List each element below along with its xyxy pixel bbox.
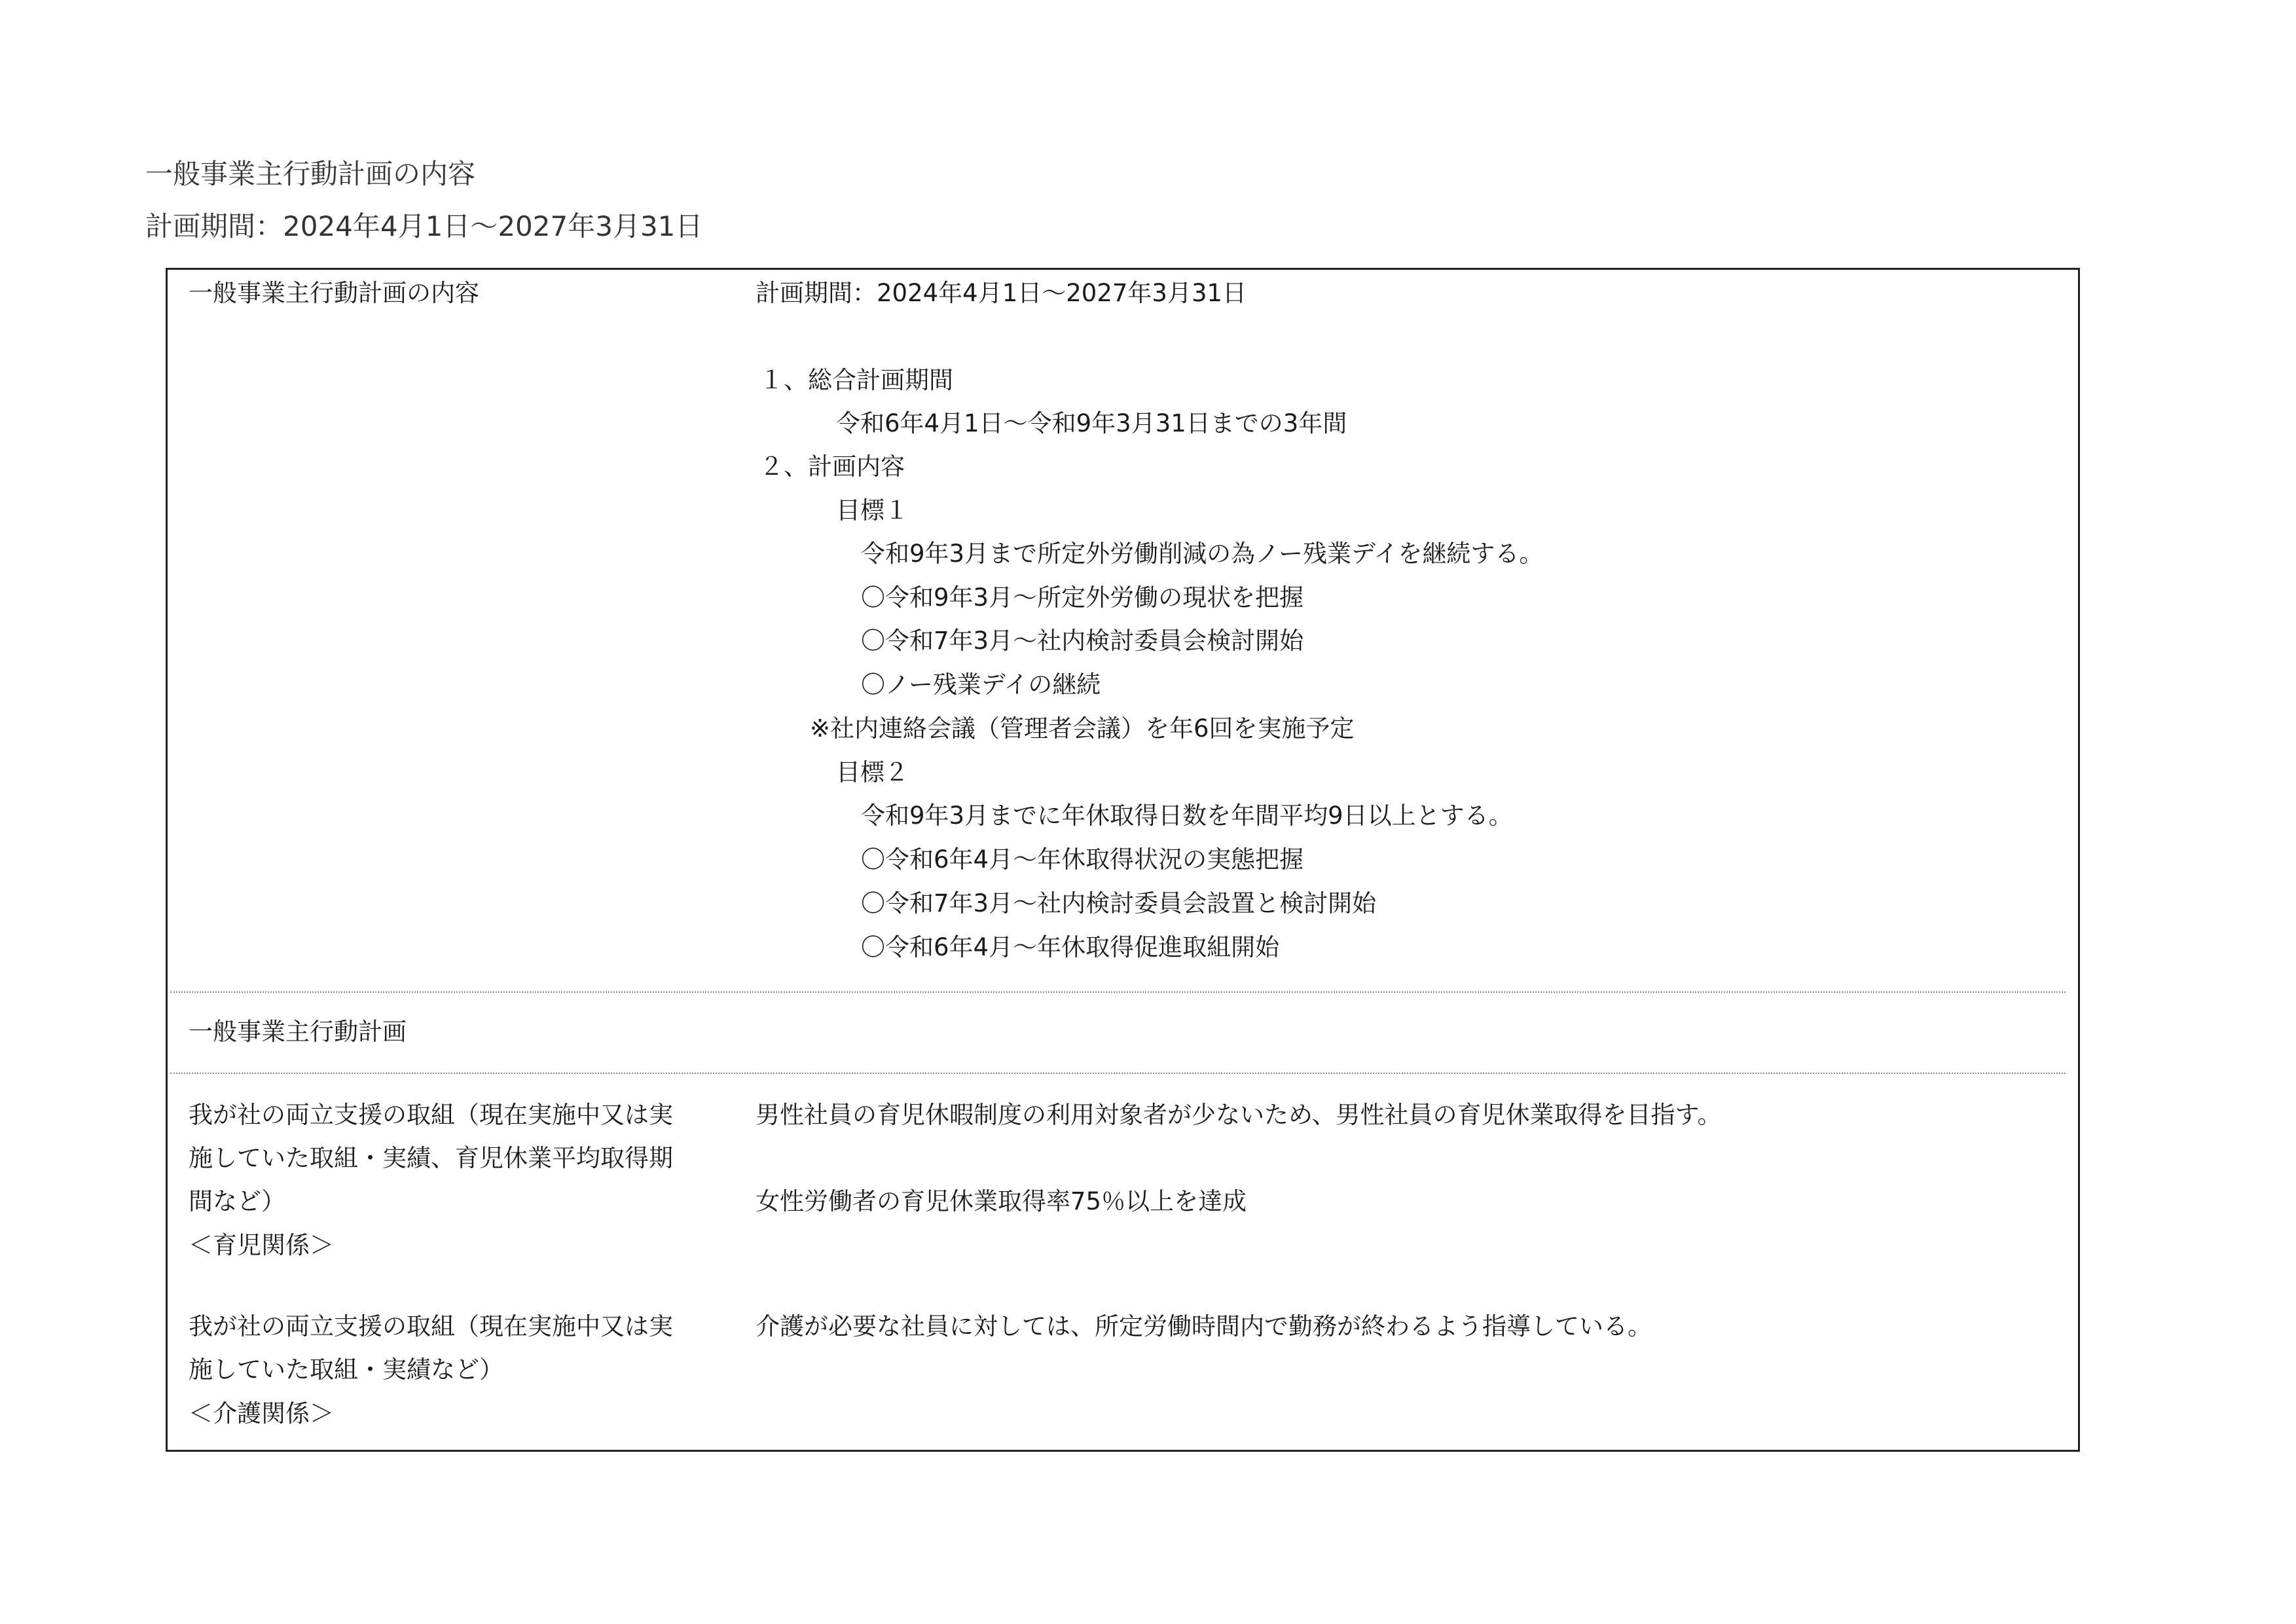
row3-category: ＜育児関係＞ xyxy=(189,1231,334,1259)
row-divider xyxy=(170,991,2066,993)
section-1-heading: １、総合計画期間 xyxy=(759,366,953,394)
document-period: 計画期間：2024年4月1日～2027年3月31日 xyxy=(145,210,703,242)
goal-2-item: 〇令和7年3月～社内検討委員会設置と検討開始 xyxy=(861,889,1377,917)
row4-label-line: 施していた取組・実績など） xyxy=(189,1356,503,1384)
goal-2-item: 〇令和6年4月～年休取得促進取組開始 xyxy=(861,933,1280,961)
document-title: 一般事業主行動計画の内容 xyxy=(145,158,476,190)
row3-content-line: 女性労働者の育児休業取得率75％以上を達成 xyxy=(756,1187,1247,1215)
row1-label: 一般事業主行動計画の内容 xyxy=(189,279,479,307)
goal-1-note: ※社内連絡会議（管理者会議）を年6回を実施予定 xyxy=(810,714,1355,743)
row3-label-line: 我が社の両立支援の取組（現在実施中又は実 xyxy=(189,1101,673,1129)
row2-label: 一般事業主行動計画 xyxy=(189,1018,407,1046)
goal-1-item: 〇令和9年3月～所定外労働の現状を把握 xyxy=(861,583,1304,612)
row4-content-line: 介護が必要な社員に対しては、所定労働時間内で勤務が終わるよう指導している。 xyxy=(756,1312,1652,1340)
goal-1-item: 〇令和7年3月～社内検討委員会検討開始 xyxy=(861,627,1304,655)
row3-content-line: 男性社員の育児休暇制度の利用対象者が少ないため、男性社員の育児休業取得を目指す。 xyxy=(756,1101,1722,1129)
section-1-text: 令和6年4月1日～令和9年3月31日までの3年間 xyxy=(836,409,1347,437)
section-2-heading: ２、計画内容 xyxy=(759,452,905,481)
goal-1-text: 令和9年3月まで所定外労働削減の為ノー残業デイを継続する。 xyxy=(861,540,1544,568)
row4-category: ＜介護関係＞ xyxy=(189,1399,334,1428)
goal-1-item: 〇ノー残業デイの継続 xyxy=(861,671,1101,699)
goal-2-text: 令和9年3月までに年休取得日数を年間平均9日以上とする。 xyxy=(861,802,1513,830)
row4-label-line: 我が社の両立支援の取組（現在実施中又は実 xyxy=(189,1312,673,1340)
goal-1-heading: 目標１ xyxy=(836,496,909,525)
row3-label-line: 施していた取組・実績、育児休業平均取得期 xyxy=(189,1144,673,1172)
goal-2-heading: 目標２ xyxy=(836,758,909,786)
goal-2-item: 〇令和6年4月～年休取得状況の実態把握 xyxy=(861,845,1304,874)
row1-period: 計画期間：2024年4月1日～2027年3月31日 xyxy=(756,279,1247,307)
row3-label-line: 間など） xyxy=(189,1187,285,1215)
row-divider xyxy=(170,1073,2066,1074)
